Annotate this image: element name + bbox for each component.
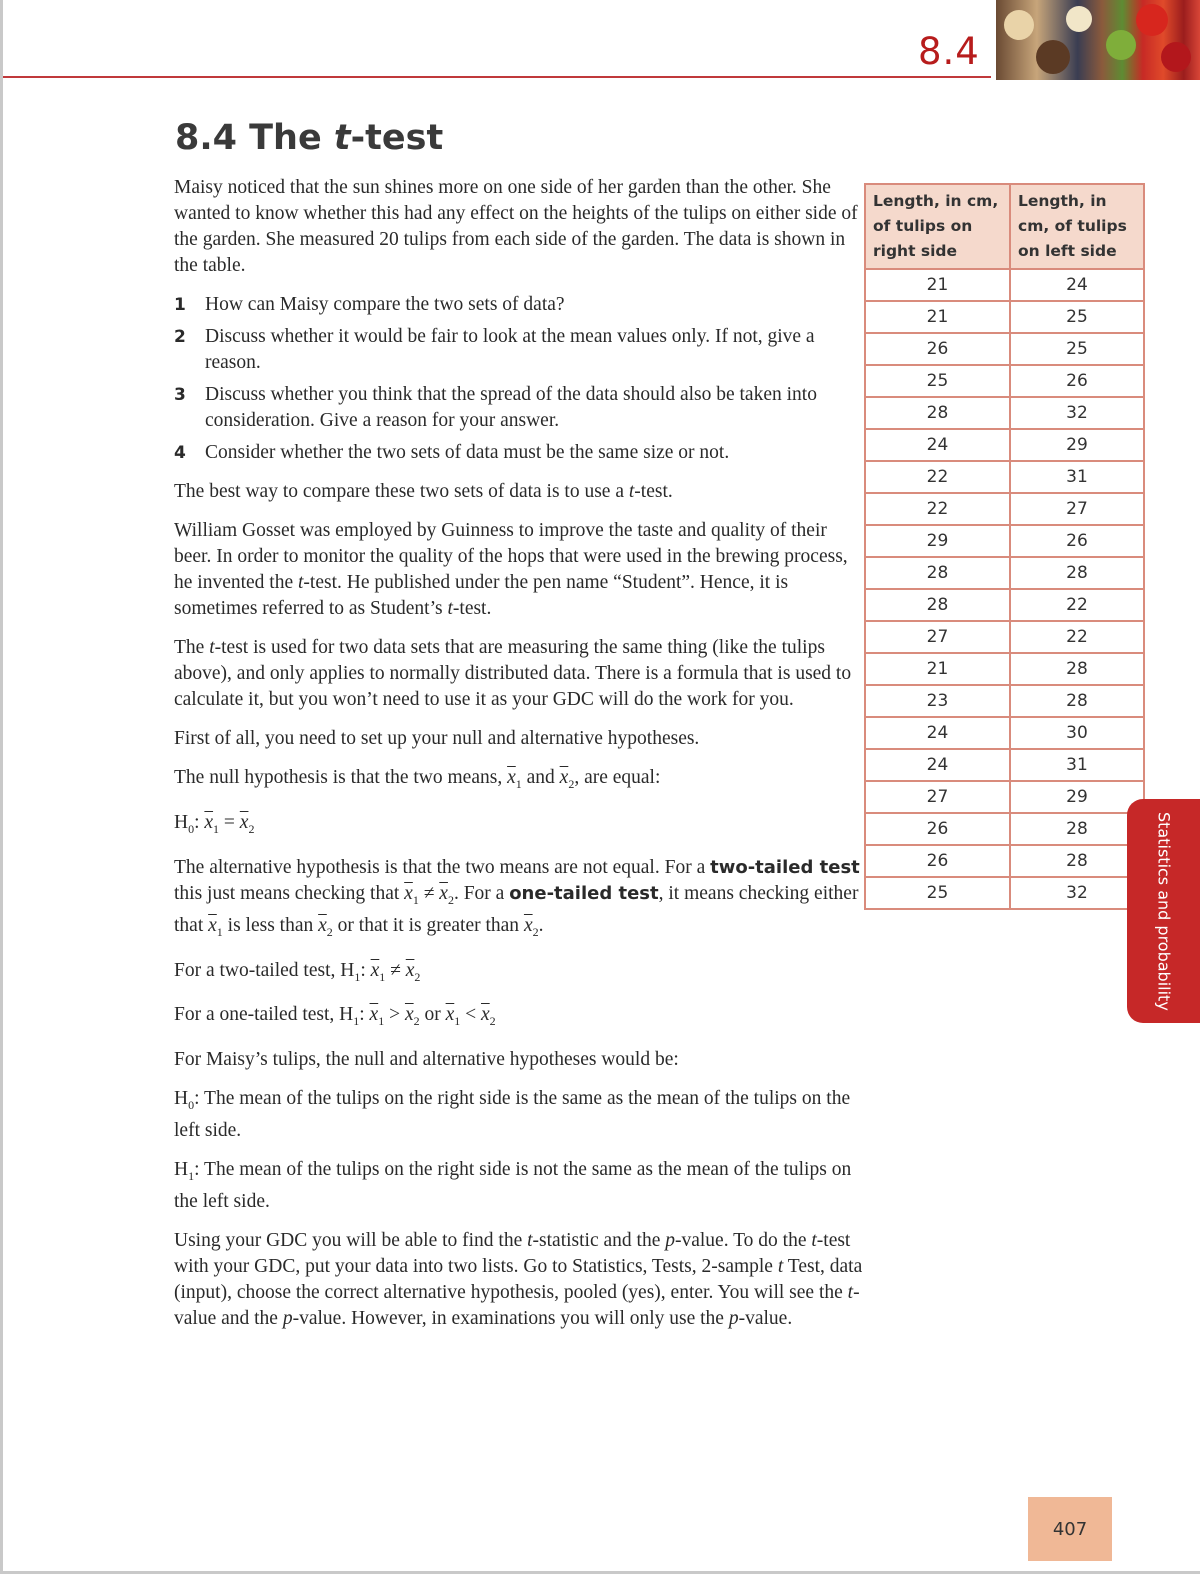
table-cell: 28 (1010, 845, 1144, 877)
page-title: 8.4 The t-test (175, 118, 444, 158)
table-cell: 21 (865, 269, 1010, 301)
tulip-length-table (864, 183, 1145, 910)
table-cell: 28 (1010, 557, 1144, 589)
best-way-paragraph: The best way to compare these two sets of data is to use a t-test. (174, 481, 673, 502)
body-text (174, 175, 864, 1345)
food-item (1066, 6, 1092, 32)
table-cell: 25 (1010, 333, 1144, 365)
table-cell: 28 (865, 589, 1010, 621)
food-item (1106, 30, 1136, 60)
table-cell: 21 (865, 653, 1010, 685)
table-cell: 22 (1010, 621, 1144, 653)
table-row (865, 685, 1144, 717)
table-row (865, 749, 1144, 781)
table-cell: 24 (865, 717, 1010, 749)
table-cell: 26 (865, 333, 1010, 365)
food-item (1161, 42, 1191, 72)
table-cell: 28 (1010, 813, 1144, 845)
table-row (865, 653, 1144, 685)
table-cell: 22 (1010, 589, 1144, 621)
table-cell: 30 (1010, 717, 1144, 749)
table-cell: 26 (865, 845, 1010, 877)
column-header-left-side: Length, in cm, of tulips on left side (1010, 184, 1144, 269)
column-header-right-side: Length, in cm, of tulips on right side (865, 184, 1010, 269)
intro-paragraph: Maisy noticed that the sun shines more on one side of her garden than the other. She wanted to know whether this had any effect on the heights of the tulips on either side of the garden. She measured 20 tulips from each side of the garden. The data is shown in the table. (174, 177, 858, 276)
table-cell: 28 (1010, 685, 1144, 717)
question-item: 4 Consider whether the two sets of data must be the same size or not. (174, 442, 730, 463)
table-cell: 21 (865, 301, 1010, 333)
table-row (865, 493, 1144, 525)
table-row (865, 301, 1144, 333)
section-number: 8.4 (918, 30, 980, 73)
table-cell: 27 (865, 781, 1010, 813)
chapter-side-tab-label: Statistics and probability (1154, 811, 1174, 1011)
table-cell: 24 (1010, 269, 1144, 301)
gosset-paragraph: William Gosset was employed by Guinness to improve the taste and quality of their beer. In order to monitor the quality of the hops that were used in the brewing process, he invented the t-test. He published under the pen name “Student”. Hence, it is sometimes referred to as Student’s t-test. (174, 520, 848, 619)
table-cell: 26 (1010, 365, 1144, 397)
h0-statement: $H_0$: The mean of the tulips on the right side is the same as the mean of the tulips on the left side. (174, 1088, 851, 1142)
food-item (1036, 40, 1070, 74)
table-cell: 26 (865, 813, 1010, 845)
table-row (865, 269, 1144, 301)
table-row (865, 429, 1144, 461)
table-cell: 23 (865, 685, 1010, 717)
table-cell: 24 (865, 429, 1010, 461)
table-cell: 28 (1010, 653, 1144, 685)
null-hypothesis-equation: $H_0$: $\overline{x}_1 = \overline{x}_2$ (174, 811, 255, 836)
table-cell: 22 (865, 493, 1010, 525)
question-item: 2 Discuss whether it would be fair to look at the mean values only. If not, give a reason. (174, 326, 815, 373)
table-cell: 29 (1010, 429, 1144, 461)
table-cell: 31 (1010, 749, 1144, 781)
table-cell: 27 (865, 621, 1010, 653)
table-row (865, 525, 1144, 557)
setup-paragraph: First of all, you need to set up your null and alternative hypotheses. (174, 728, 700, 749)
alternative-hypothesis-paragraph: The alternative hypothesis is that the two means are not equal. For a two-tailed test this just means checking that $\overline{x}_1 \ne \overline{x}_2$. For a one-tailed test, it means checking either that $\overline{x}_1$ is less than $\overline{x}_2$ or that it is greater than $\overline{x}_2$. (174, 856, 860, 939)
table-row (865, 365, 1144, 397)
food-item (1004, 10, 1034, 40)
table-cell: 26 (1010, 525, 1144, 557)
table-cell: 29 (865, 525, 1010, 557)
table-cell: 25 (865, 877, 1010, 909)
t-test-usage-paragraph: The t-test is used for two data sets that are measuring the same thing (like the tulips above), and only applies to normally distributed data. There is a formula that is used to calculate it, but you won’t need to use it as your GDC will do the work for you. (174, 637, 852, 710)
table-row (865, 717, 1144, 749)
table-cell: 28 (865, 557, 1010, 589)
two-tailed-equation: For a two-tailed test, $H_1$: $\overline{x}_1 \ne \overline{x}_2$ (174, 959, 421, 984)
h1-statement: $H_1$: The mean of the tulips on the right side is not the same as the mean of the tulips on the left side. (174, 1159, 852, 1213)
table-row (865, 621, 1144, 653)
table-header-row (865, 184, 1144, 269)
table-row (865, 397, 1144, 429)
one-tailed-equation: For a one-tailed test, $H_1$: $\overline{x}_1 > \overline{x}_2$ or $\overline{x}_1 < \overline{x}_2$ (174, 1004, 496, 1029)
page-number: 407 (1028, 1497, 1112, 1561)
table-cell: 25 (865, 365, 1010, 397)
table-row (865, 589, 1144, 621)
table-cell: 28 (865, 397, 1010, 429)
header-food-image (996, 0, 1200, 80)
table-cell: 29 (1010, 781, 1144, 813)
table-row (865, 461, 1144, 493)
null-hypothesis-paragraph: The null hypothesis is that the two means, $\overline{x}_1$ and $\overline{x}_2$, are equal: (174, 767, 661, 791)
table-row (865, 333, 1144, 365)
table-cell: 24 (865, 749, 1010, 781)
header-rule (3, 76, 991, 78)
table-row (865, 781, 1144, 813)
question-list (174, 292, 864, 466)
table-row (865, 877, 1144, 909)
food-item (1136, 4, 1168, 36)
question-item: 1 How can Maisy compare the two sets of data? (174, 294, 565, 315)
table-cell: 25 (1010, 301, 1144, 333)
table-row (865, 813, 1144, 845)
table-cell: 22 (865, 461, 1010, 493)
table-cell: 32 (1010, 877, 1144, 909)
table-cell: 32 (1010, 397, 1144, 429)
table-cell: 27 (1010, 493, 1144, 525)
table-row (865, 845, 1144, 877)
maisy-hypotheses-intro: For Maisy’s tulips, the null and alternative hypotheses would be: (174, 1049, 679, 1071)
table-row (865, 557, 1144, 589)
gdc-paragraph: Using your GDC you will be able to find the t-statistic and the p-value. To do the t-test with your GDC, put your data into two lists. Go to Statistics, Tests, 2-sample t Test, data (input), choose the correct alternative hypothesis, pooled (yes), enter. You will see the t-value and the p-value. However, in examinations you will only use the p-value. (174, 1230, 863, 1330)
question-item: 3 Discuss whether you think that the spread of the data should also be taken into consideration. Give a reason for your answer. (174, 384, 817, 431)
table-cell: 31 (1010, 461, 1144, 493)
